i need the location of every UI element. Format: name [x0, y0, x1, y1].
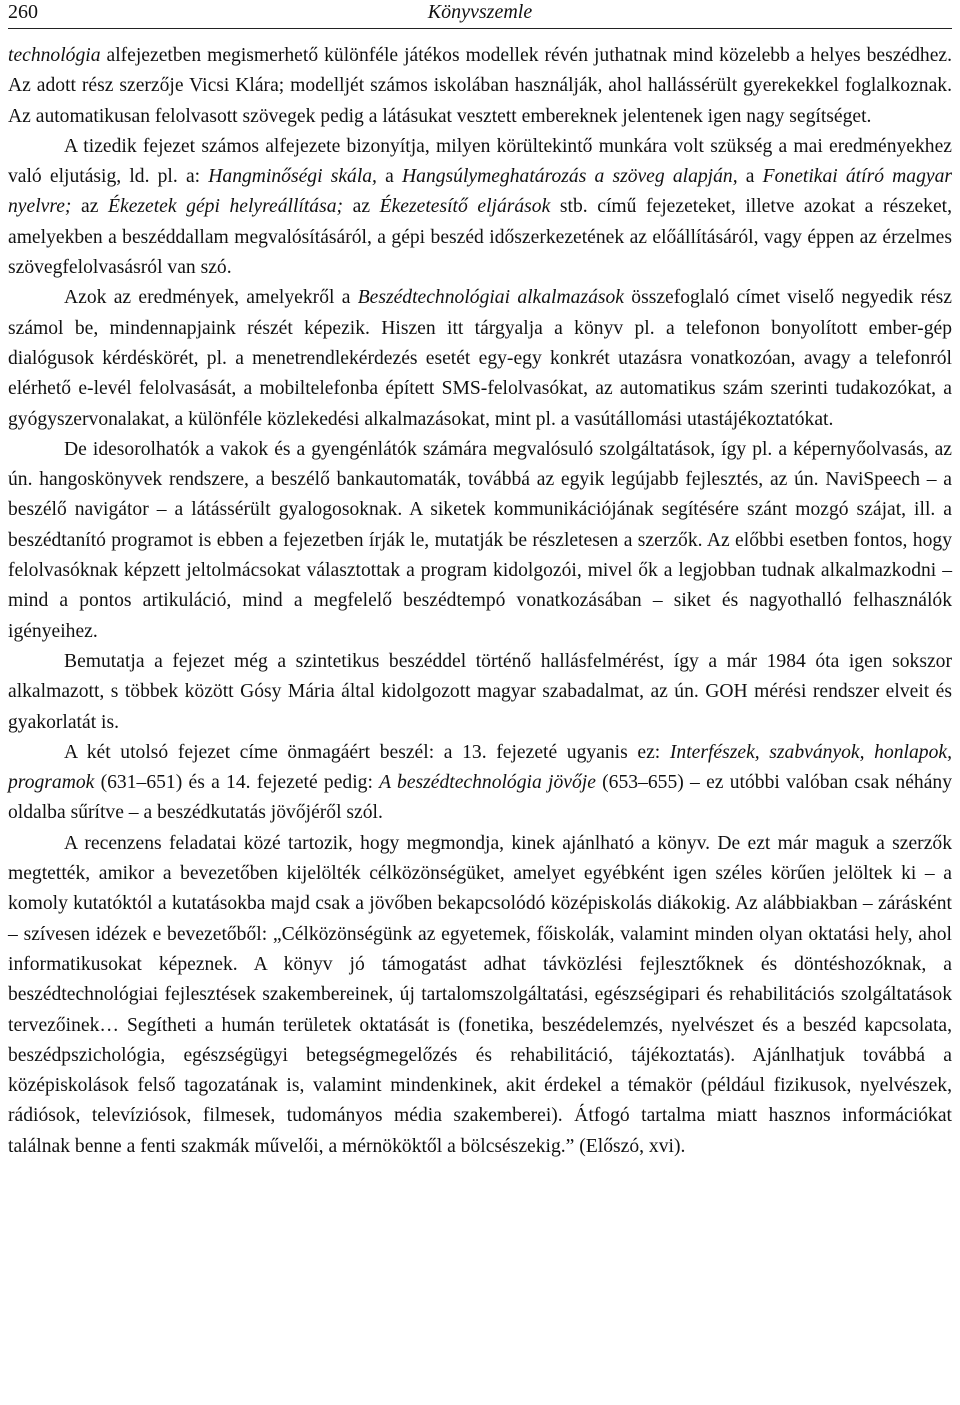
paragraph	[8, 132, 952, 283]
text-run: a	[737, 166, 763, 188]
running-head	[8, 0, 952, 29]
italic-text-run: Hangsúlymeghatározás a szöveg alapján,	[402, 166, 738, 188]
text-run: A tizedik fejezet számos alfejezete bizonyítja, milyen körültekintő munkára volt szükség a mai eredményekhez való eljutásig, ld. pl. a:	[8, 135, 952, 188]
text-run: Bemutatja a fejezet még a szintetikus beszéddel történő hallásfelmérést, így a már 1984 óta igen sokszor alkalmazott, s többek között Gósy Mária által kidolgozott magyar szabadalmat, az ún. GOH mérési rendszer elveit és gyakorlatát is.	[8, 650, 952, 733]
italic-text-run: Beszédtechnológiai alkalmazások	[357, 287, 624, 309]
paragraph	[8, 829, 952, 1162]
text-run: (631–651) és a 14. fejezeté pedig:	[94, 772, 380, 794]
italic-text-run: Hangminőségi skála,	[208, 166, 377, 188]
italic-text-run: Interfészek, szabványok, honlapok, programok	[8, 741, 952, 794]
text-run: (653–655) – ez utóbbi valóban csak néhány oldalba sűrítve – a beszédkutatás jövőjéről szól.	[8, 772, 952, 824]
italic-text-run: technológia	[8, 45, 101, 66]
journal-title: Könyvszemle	[427, 1, 533, 23]
italic-text-run: Fonetikai átíró magyar nyelvre;	[8, 166, 953, 218]
paragraph	[8, 435, 952, 647]
text-run: az	[343, 196, 380, 218]
review-body	[8, 41, 952, 1162]
text-run: alfejezetben megismerhető különféle játékos modellek révén juthatnak mind közelebb a helyes beszédhez. Az adott rész szerzője Vicsi Klára; modelljét számos iskolában használják, ahol hallássérült gyerekekkel foglalkoznak. Az automatikusan felolvasott szövegek pedig a látásukat vesztett embereknek jelentenek igen nagy segítséget.	[8, 45, 952, 127]
italic-text-run: Ékezetesítő eljárások	[379, 196, 551, 218]
italic-text-run: A beszédtechnológia jövője	[379, 772, 596, 794]
paragraph	[8, 41, 952, 132]
paragraph	[8, 738, 952, 829]
text-run: a	[376, 166, 402, 188]
text-run: az	[71, 196, 109, 218]
text-run: Azok az eredmények, amelyekről a	[64, 287, 358, 309]
text-run: De idesorolhatók a vakok és a gyengénlátók számára megvalósuló szolgáltatások, így pl. a képernyőolvasás, az ún. hangoskönyvek rendszere, a beszélő bankautomaták, továbbá az egyik legújabb fejlesztés, az ún. NaviSpeech – a beszélő navigátor – a látássérült gyalogosoknak. A siketek kommunikációjának segítésére szánt mozgó szájat, ill. a beszédtanító programot is ebben a fejezetben írják le, mutatják be részletesen a szerzők. Az előbbi esetben fontos, hogy felolvasóknak képzett jeltolmácsokat választottak a program kidolgozói, mivel ők a legjobban tudnak alkalmazkodni – mind a pontos artikuláció, mind a megfelelő beszédtempó vonatkozásában – siket és nagyothalló felhasználók igényeihez.	[8, 438, 952, 642]
text-run: összefoglaló címet viselő negyedik rész számol be, mindennapjaink részét képezik. Hiszen itt tárgyalja a könyv pl. a telefonon bonyolított ember-gép dialógusok kérdéskörét, pl. a menetrendlekérdezés esetét egy-egy konkrét utazásra vonatkozóan, avagy a telefonról elérhető e-levél felolvasását, a mobiltelefonba épített SMS-felolvasókat, az automatikus szám szerinti tudakozókat, a gyógyszervonalakat, a különféle közlekedési alkalmazásokat, mint pl. a vasútállomási utastájékoztatókat.	[8, 287, 953, 430]
text-run: A két utolsó fejezet címe önmagáért beszél: a 13. fejezeté ugyanis ez:	[64, 741, 670, 763]
paragraph	[8, 283, 952, 434]
text-run: A recenzens feladatai közé tartozik, hogy megmondja, kinek ajánlható a könyv. De ezt már maguk a szerzők megtették, amikor a bevezetőben kijelölték célközönségüket, amelyet egyébként igen széles körűen jelöltek ki – a komoly kutatóktól a kutatásokba majd csak a jövőben bekapcsolódó középiskolás diákokig. Az alábbiakban – zárásként – szívesen idézek e bevezetőből: „Célközönségünk az egyetemek, főiskolák, valamint minden olyan oktatási hely, ahol informatikusokat képeznek. A könyv jó támogatást adhat távközlési fejlesztőknek és döntéshozóknak, a beszédtechnológiai fejlesztések szakembereinek, új tartalomszolgáltatási, egészségipari és rehabilitációs szolgáltatások tervezőinek… Segítheti a humán területek oktatását is (fonetika, beszédelemzés, nyelvészet és a beszéd kapcsolata, beszédpszichológia, egészségügyi betegségmegelőzés és rehabilitáció, tájékoztatás). Ajánlhatjuk továbbá a középiskolások felső tagozatának is, valamint mindenkinek, akit érdekel a témakör (például fizikusok, nyelvészek, rádiósok, televíziósok, filmesek, tudományos média szakemberei). Átfogó tartalma miatt hasznos információkat találnak benne a fenti szakmák művelői, a mérnököktől a bölcsészekig.” (Előszó, xvi).	[8, 832, 952, 1157]
italic-text-run: Ékezetek gépi helyreállítása;	[108, 196, 344, 218]
paragraph	[8, 647, 952, 738]
page-number: 260	[8, 1, 38, 23]
text-run: stb. című fejezeteket, illetve azokat a részeket, amelyekben a beszéddallam megvalósításáról, a gépi beszéd időszerkezetének az előállításáról, vagy éppen az érzelmes szövegfelolvasásról van szó.	[8, 196, 952, 279]
